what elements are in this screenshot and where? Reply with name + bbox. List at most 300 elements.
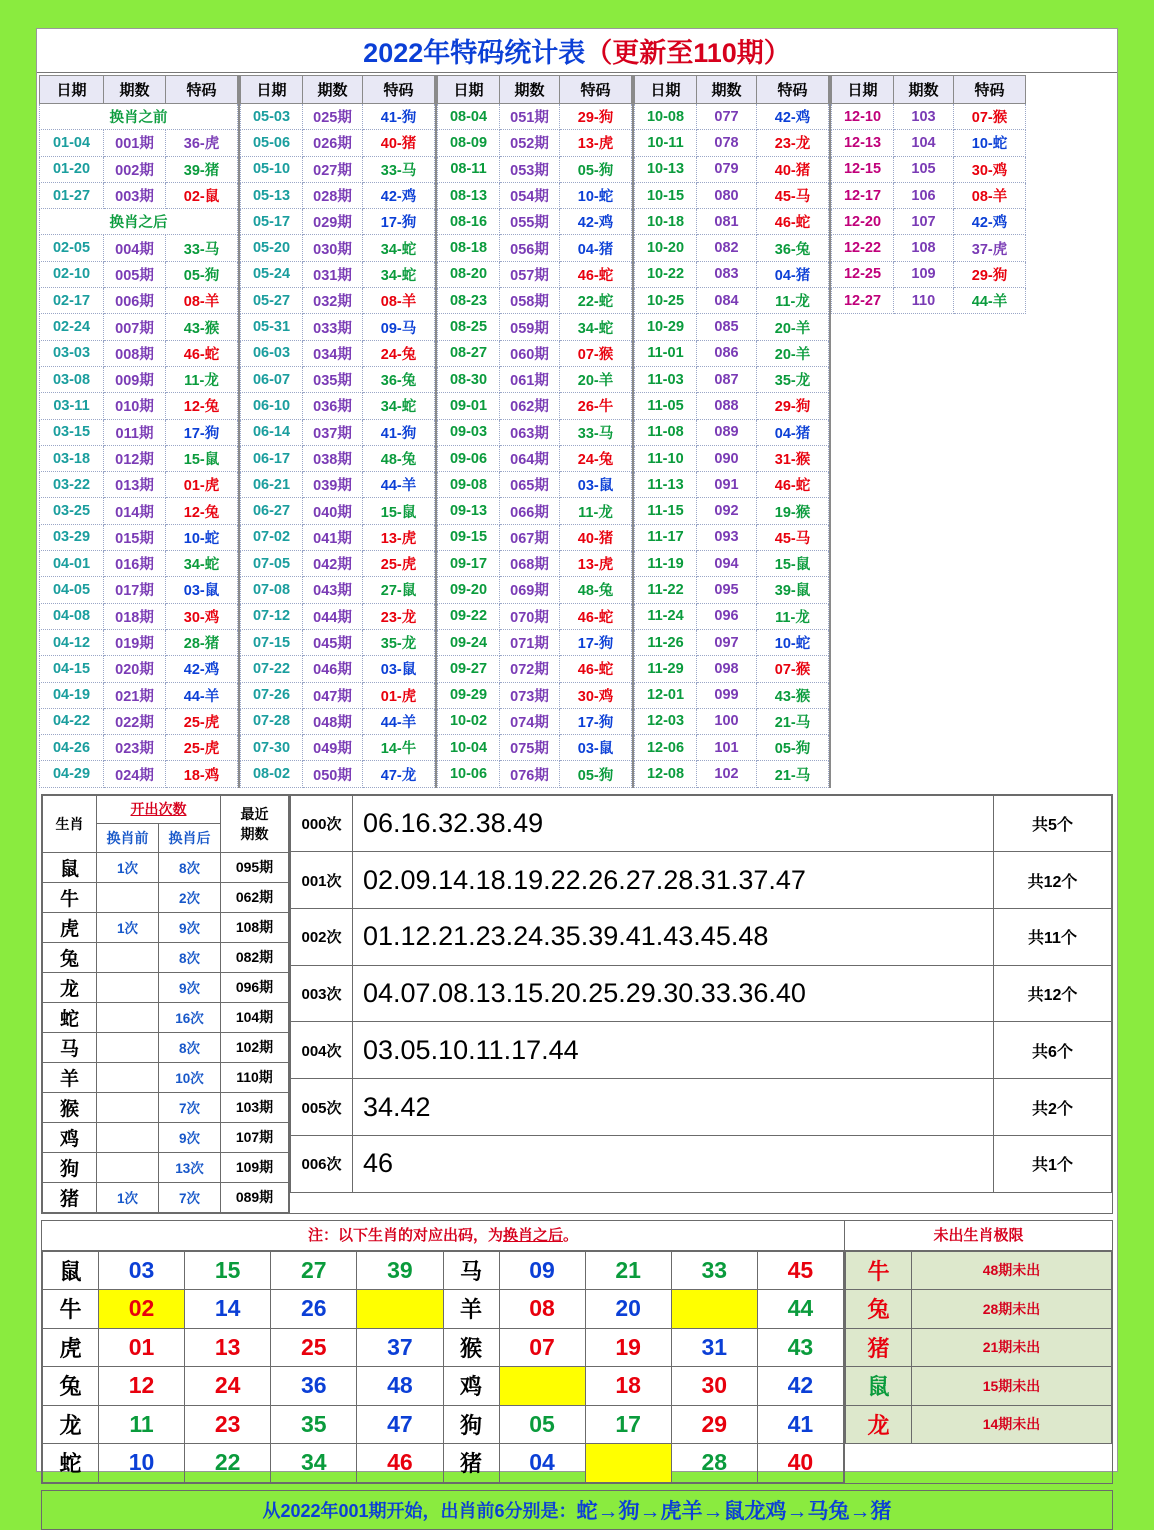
table-row xyxy=(241,104,435,130)
cell-special: 07-猴 xyxy=(954,104,1026,130)
cell-zodiac-name: 马 xyxy=(443,1251,499,1290)
table-row xyxy=(291,852,1112,909)
cell-date: 04-22 xyxy=(40,708,104,734)
cell-count-after: 9次 xyxy=(159,972,221,1002)
cell-issue: 064期 xyxy=(500,445,560,471)
cell-date: 12-27 xyxy=(832,288,894,314)
cell-zodiac-number xyxy=(585,1444,671,1483)
cell-zodiac-number: 42 xyxy=(757,1367,843,1406)
cell-special: 04-猪 xyxy=(757,419,829,445)
table-row xyxy=(635,682,829,708)
cell-special: 42-鸡 xyxy=(757,104,829,130)
limit-header: 未出生肖极限 xyxy=(845,1221,1112,1251)
table-row xyxy=(438,209,632,235)
cell-date: 05-13 xyxy=(241,182,303,208)
cell-special: 30-鸡 xyxy=(954,156,1026,182)
cell-special: 34-蛇 xyxy=(166,551,238,577)
cell-date: 06-21 xyxy=(241,472,303,498)
cell-issue: 018期 xyxy=(104,603,166,629)
cell-zodiac-number: 35 xyxy=(271,1405,357,1444)
cell-date: 10-08 xyxy=(635,104,697,130)
cell-special: 45-马 xyxy=(757,182,829,208)
table-row xyxy=(438,603,632,629)
cell-date: 11-08 xyxy=(635,419,697,445)
cell-special: 11-龙 xyxy=(166,366,238,392)
table-row xyxy=(43,942,289,972)
cell-date: 05-03 xyxy=(241,104,303,130)
cell-issue: 081 xyxy=(697,209,757,235)
cell-date: 03-29 xyxy=(40,524,104,550)
cell-frequency-numbers: 06.16.32.38.49 xyxy=(353,795,994,852)
cell-date: 08-23 xyxy=(438,288,500,314)
cell-zodiac-name: 羊 xyxy=(443,1290,499,1329)
cell-date: 10-15 xyxy=(635,182,697,208)
cell-frequency-total: 共6个 xyxy=(994,1022,1112,1079)
title-main: 2022年特码统计表 xyxy=(363,38,586,68)
table-row xyxy=(241,682,435,708)
cell-issue: 094 xyxy=(697,551,757,577)
table-row xyxy=(635,288,829,314)
cell-issue: 033期 xyxy=(303,314,363,340)
frequency-table xyxy=(290,795,1112,1193)
cell-date: 07-05 xyxy=(241,551,303,577)
table-row xyxy=(40,629,238,655)
cell-special: 43-猴 xyxy=(166,314,238,340)
table-row xyxy=(241,209,435,235)
table-row xyxy=(241,419,435,445)
cell-special: 08-羊 xyxy=(363,288,435,314)
cell-frequency-label: 005次 xyxy=(291,1079,353,1136)
table-row xyxy=(635,419,829,445)
cell-frequency-numbers: 34.42 xyxy=(353,1079,994,1136)
cell-issue: 071期 xyxy=(500,629,560,655)
table-row xyxy=(438,156,632,182)
cell-limit-value: 14期未出 xyxy=(912,1405,1112,1444)
cell-date: 11-13 xyxy=(635,472,697,498)
col-date: 日期 xyxy=(438,76,500,104)
cell-date: 03-25 xyxy=(40,498,104,524)
cell-count-after: 2次 xyxy=(159,882,221,912)
cell-zodiac: 兔 xyxy=(43,942,97,972)
cell-zodiac-number: 36 xyxy=(271,1367,357,1406)
cell-special: 10-蛇 xyxy=(560,182,632,208)
cell-special: 01-虎 xyxy=(363,682,435,708)
table-row xyxy=(43,1092,289,1122)
cell-frequency-numbers: 03.05.10.11.17.44 xyxy=(353,1022,994,1079)
cell-count-after: 10次 xyxy=(159,1062,221,1092)
cell-date: 07-30 xyxy=(241,735,303,761)
cell-date: 09-08 xyxy=(438,472,500,498)
table-row xyxy=(438,708,632,734)
table-row xyxy=(40,577,238,603)
cell-count-before xyxy=(97,972,159,1002)
cell-special: 44-羊 xyxy=(363,472,435,498)
cell-issue: 007期 xyxy=(104,314,166,340)
cell-issue: 077 xyxy=(697,104,757,130)
table-row xyxy=(832,209,1026,235)
table-row xyxy=(438,445,632,471)
footer-seq: 蛇→狗→虎羊→鼠龙鸡→马兔→猪 xyxy=(576,1499,892,1523)
col-issue: 期数 xyxy=(104,76,166,104)
cell-issue: 048期 xyxy=(303,708,363,734)
table-row xyxy=(832,261,1026,287)
cell-special: 10-蛇 xyxy=(166,524,238,550)
table-row xyxy=(846,1405,1112,1444)
cell-zodiac-number xyxy=(499,1367,585,1406)
cell-special: 17-狗 xyxy=(363,209,435,235)
cell-issue: 015期 xyxy=(104,524,166,550)
cell-date: 10-02 xyxy=(438,708,500,734)
table-row xyxy=(40,419,238,445)
cell-date: 09-27 xyxy=(438,656,500,682)
table-row xyxy=(40,314,238,340)
cell-count-before xyxy=(97,1002,159,1032)
zodiac-count-table-wrap xyxy=(42,795,290,1213)
table-row xyxy=(832,288,1026,314)
cell-count-after: 8次 xyxy=(159,1032,221,1062)
footer-pre: 从2022年001期开始，出肖前6分别是： xyxy=(262,1500,577,1521)
cell-special: 46-蛇 xyxy=(560,261,632,287)
cell-issue: 025期 xyxy=(303,104,363,130)
cell-date: 02-24 xyxy=(40,314,104,340)
cell-date: 04-19 xyxy=(40,682,104,708)
cell-date: 11-15 xyxy=(635,498,697,524)
cell-date: 04-12 xyxy=(40,629,104,655)
table-row xyxy=(832,182,1026,208)
cell-zodiac-name: 虎 xyxy=(43,1328,99,1367)
cell-date: 08-13 xyxy=(438,182,500,208)
cell-zodiac: 鼠 xyxy=(43,852,97,882)
cell-zodiac-number: 25 xyxy=(271,1328,357,1367)
cell-special: 27-鼠 xyxy=(363,577,435,603)
table-row xyxy=(241,472,435,498)
table-row xyxy=(438,314,632,340)
cell-count-before xyxy=(97,882,159,912)
cell-special: 13-虎 xyxy=(363,524,435,550)
cell-issue: 082 xyxy=(697,235,757,261)
table-row xyxy=(635,735,829,761)
zodiac-number-grid-wrap xyxy=(42,1221,844,1483)
note-text xyxy=(42,1221,844,1251)
table-row xyxy=(241,314,435,340)
table-row xyxy=(40,761,238,787)
cell-issue: 110 xyxy=(894,288,954,314)
cell-issue: 036期 xyxy=(303,393,363,419)
cell-frequency-label: 001次 xyxy=(291,852,353,909)
cell-frequency-label: 000次 xyxy=(291,795,353,852)
cell-date: 11-03 xyxy=(635,366,697,392)
cell-issue: 067期 xyxy=(500,524,560,550)
cell-issue: 050期 xyxy=(303,761,363,787)
cell-zodiac-number: 12 xyxy=(99,1367,185,1406)
cell-zodiac-number: 29 xyxy=(671,1405,757,1444)
zodiac-count-table xyxy=(42,795,289,1213)
table-row xyxy=(43,1290,844,1329)
cell-issue: 079 xyxy=(697,156,757,182)
cell-special: 20-羊 xyxy=(560,366,632,392)
cell-issue: 023期 xyxy=(104,735,166,761)
table-row xyxy=(40,708,238,734)
cell-zodiac: 猪 xyxy=(43,1182,97,1212)
header-counts: 开出次数 xyxy=(97,795,221,823)
cell-date: 08-09 xyxy=(438,130,500,156)
table-row xyxy=(438,366,632,392)
cell-zodiac: 蛇 xyxy=(43,1002,97,1032)
cell-issue: 102 xyxy=(697,761,757,787)
cell-special: 40-猪 xyxy=(363,130,435,156)
cell-date: 11-22 xyxy=(635,577,697,603)
cell-issue: 042期 xyxy=(303,551,363,577)
cell-date: 12-25 xyxy=(832,261,894,287)
cell-issue: 074期 xyxy=(500,708,560,734)
cell-date: 12-03 xyxy=(635,708,697,734)
cell-special: 15-鼠 xyxy=(363,498,435,524)
cell-special: 03-鼠 xyxy=(363,656,435,682)
cell-date: 07-26 xyxy=(241,682,303,708)
cell-issue: 059期 xyxy=(500,314,560,340)
cell-date: 06-03 xyxy=(241,340,303,366)
cell-issue: 005期 xyxy=(104,261,166,287)
table-row xyxy=(438,340,632,366)
cell-special: 42-鸡 xyxy=(363,182,435,208)
cell-issue: 103 xyxy=(894,104,954,130)
cell-date: 10-25 xyxy=(635,288,697,314)
cell-special: 04-猪 xyxy=(560,235,632,261)
cell-date: 06-10 xyxy=(241,393,303,419)
cell-special: 34-蛇 xyxy=(363,261,435,287)
table-row xyxy=(438,235,632,261)
cell-special: 13-虎 xyxy=(560,551,632,577)
cell-date: 11-19 xyxy=(635,551,697,577)
table-row xyxy=(635,761,829,787)
limit-table xyxy=(845,1251,1112,1445)
cell-date: 08-30 xyxy=(438,366,500,392)
cell-special: 39-鼠 xyxy=(757,577,829,603)
cell-issue: 022期 xyxy=(104,708,166,734)
table-row xyxy=(43,1002,289,1032)
table-row xyxy=(241,524,435,550)
cell-frequency-total: 共12个 xyxy=(994,852,1112,909)
cell-date: 10-20 xyxy=(635,235,697,261)
cell-date: 12-20 xyxy=(832,209,894,235)
cell-zodiac-number: 18 xyxy=(585,1367,671,1406)
cell-recent-issue: 104期 xyxy=(221,1002,289,1032)
cell-date: 06-07 xyxy=(241,366,303,392)
cell-date: 03-18 xyxy=(40,445,104,471)
cell-issue: 076期 xyxy=(500,761,560,787)
cell-issue: 070期 xyxy=(500,603,560,629)
table-row xyxy=(832,104,1026,130)
table-row xyxy=(241,551,435,577)
table-row xyxy=(241,156,435,182)
cell-zodiac-number: 14 xyxy=(185,1290,271,1329)
cell-count-before xyxy=(97,1092,159,1122)
cell-issue: 096 xyxy=(697,603,757,629)
draw-table-4 xyxy=(634,75,829,788)
section-separator: 换肖之后 xyxy=(40,209,238,235)
cell-issue: 003期 xyxy=(104,182,166,208)
cell-recent-issue: 096期 xyxy=(221,972,289,1002)
cell-issue: 091 xyxy=(697,472,757,498)
cell-date: 09-20 xyxy=(438,577,500,603)
cell-issue: 092 xyxy=(697,498,757,524)
table-row xyxy=(40,472,238,498)
cell-date: 04-08 xyxy=(40,603,104,629)
cell-date: 05-24 xyxy=(241,261,303,287)
cell-limit-zodiac: 兔 xyxy=(846,1290,912,1329)
cell-special: 22-蛇 xyxy=(560,288,632,314)
table-row xyxy=(438,419,632,445)
cell-issue: 012期 xyxy=(104,445,166,471)
zodiac-number-section xyxy=(41,1220,1113,1484)
cell-issue: 027期 xyxy=(303,156,363,182)
cell-zodiac-number: 39 xyxy=(357,1251,443,1290)
col-date: 日期 xyxy=(40,76,104,104)
note-emphasis: 换肖之后 xyxy=(502,1226,563,1244)
cell-issue: 032期 xyxy=(303,288,363,314)
cell-recent-issue: 095期 xyxy=(221,852,289,882)
cell-special: 36-兔 xyxy=(757,235,829,261)
cell-issue: 099 xyxy=(697,682,757,708)
table-row xyxy=(241,445,435,471)
cell-date: 10-13 xyxy=(635,156,697,182)
cell-zodiac-name: 鸡 xyxy=(443,1367,499,1406)
table-row xyxy=(635,472,829,498)
col-special: 特码 xyxy=(166,76,238,104)
table-row xyxy=(40,156,238,182)
cell-count-after: 13次 xyxy=(159,1152,221,1182)
table-row xyxy=(40,735,238,761)
cell-issue: 044期 xyxy=(303,603,363,629)
cell-issue: 002期 xyxy=(104,156,166,182)
cell-issue: 053期 xyxy=(500,156,560,182)
cell-special: 09-马 xyxy=(363,314,435,340)
table-row xyxy=(40,551,238,577)
table-row xyxy=(241,340,435,366)
table-row xyxy=(241,182,435,208)
cell-issue: 016期 xyxy=(104,551,166,577)
table-row xyxy=(438,629,632,655)
cell-issue: 105 xyxy=(894,156,954,182)
cell-issue: 040期 xyxy=(303,498,363,524)
cell-special: 12-兔 xyxy=(166,393,238,419)
cell-issue: 089 xyxy=(697,419,757,445)
table-row xyxy=(40,366,238,392)
cell-special: 33-马 xyxy=(560,419,632,445)
cell-count-before xyxy=(97,1062,159,1092)
cell-special: 45-马 xyxy=(757,524,829,550)
cell-special: 46-蛇 xyxy=(560,603,632,629)
table-row xyxy=(635,182,829,208)
cell-issue: 014期 xyxy=(104,498,166,524)
cell-date: 09-06 xyxy=(438,445,500,471)
cell-recent-issue: 082期 xyxy=(221,942,289,972)
cell-date: 06-17 xyxy=(241,445,303,471)
cell-date: 05-10 xyxy=(241,156,303,182)
cell-issue: 057期 xyxy=(500,261,560,287)
cell-special: 10-蛇 xyxy=(954,130,1026,156)
table-row xyxy=(438,577,632,603)
cell-special: 02-鼠 xyxy=(166,182,238,208)
cell-zodiac-number: 27 xyxy=(271,1251,357,1290)
table-row xyxy=(241,288,435,314)
table-row xyxy=(43,912,289,942)
cell-frequency-numbers: 46 xyxy=(353,1135,994,1192)
cell-date: 03-15 xyxy=(40,419,104,445)
cell-special: 42-鸡 xyxy=(560,209,632,235)
cell-zodiac-number xyxy=(671,1290,757,1329)
table-row xyxy=(241,761,435,787)
cell-zodiac-number: 33 xyxy=(671,1251,757,1290)
cell-issue: 073期 xyxy=(500,682,560,708)
cell-special: 04-猪 xyxy=(757,261,829,287)
draw-table-3 xyxy=(437,75,632,788)
cell-zodiac-number: 13 xyxy=(185,1328,271,1367)
cell-special: 46-蛇 xyxy=(757,472,829,498)
table-row xyxy=(43,1152,289,1182)
draw-block-5 xyxy=(831,75,1026,788)
cell-date: 11-17 xyxy=(635,524,697,550)
cell-issue: 028期 xyxy=(303,182,363,208)
cell-zodiac-number: 28 xyxy=(671,1444,757,1483)
cell-issue: 049期 xyxy=(303,735,363,761)
header-after: 换肖后 xyxy=(159,824,221,852)
cell-special: 40-猪 xyxy=(757,156,829,182)
cell-special: 01-虎 xyxy=(166,472,238,498)
cell-date: 12-13 xyxy=(832,130,894,156)
cell-special: 41-狗 xyxy=(363,419,435,445)
cell-count-before: 1次 xyxy=(97,852,159,882)
cell-date: 03-08 xyxy=(40,366,104,392)
cell-special: 44-羊 xyxy=(363,708,435,734)
cell-issue: 100 xyxy=(697,708,757,734)
cell-frequency-label: 002次 xyxy=(291,909,353,966)
cell-special: 24-兔 xyxy=(560,445,632,471)
cell-zodiac-name: 鼠 xyxy=(43,1251,99,1290)
table-row xyxy=(635,366,829,392)
cell-date: 06-14 xyxy=(241,419,303,445)
cell-date: 04-15 xyxy=(40,656,104,682)
cell-count-after: 8次 xyxy=(159,942,221,972)
cell-special: 23-龙 xyxy=(363,603,435,629)
cell-zodiac-name: 狗 xyxy=(443,1405,499,1444)
cell-special: 03-鼠 xyxy=(166,577,238,603)
table-row xyxy=(40,445,238,471)
table-row xyxy=(40,261,238,287)
table-row xyxy=(40,130,238,156)
cell-issue: 106 xyxy=(894,182,954,208)
cell-date: 01-20 xyxy=(40,156,104,182)
cell-issue: 093 xyxy=(697,524,757,550)
cell-issue: 039期 xyxy=(303,472,363,498)
cell-zodiac-name: 龙 xyxy=(43,1405,99,1444)
col-date: 日期 xyxy=(241,76,303,104)
cell-issue: 006期 xyxy=(104,288,166,314)
table-row xyxy=(438,761,632,787)
cell-zodiac-number: 07 xyxy=(499,1328,585,1367)
table-row xyxy=(635,130,829,156)
cell-zodiac: 虎 xyxy=(43,912,97,942)
cell-date: 12-10 xyxy=(832,104,894,130)
missing-limit-panel xyxy=(844,1221,1112,1483)
cell-date: 03-22 xyxy=(40,472,104,498)
table-row xyxy=(635,603,829,629)
table-row xyxy=(846,1367,1112,1406)
cell-count-after: 7次 xyxy=(159,1092,221,1122)
cell-zodiac-number: 44 xyxy=(757,1290,843,1329)
cell-zodiac-name: 蛇 xyxy=(43,1444,99,1483)
cell-special: 33-马 xyxy=(363,156,435,182)
